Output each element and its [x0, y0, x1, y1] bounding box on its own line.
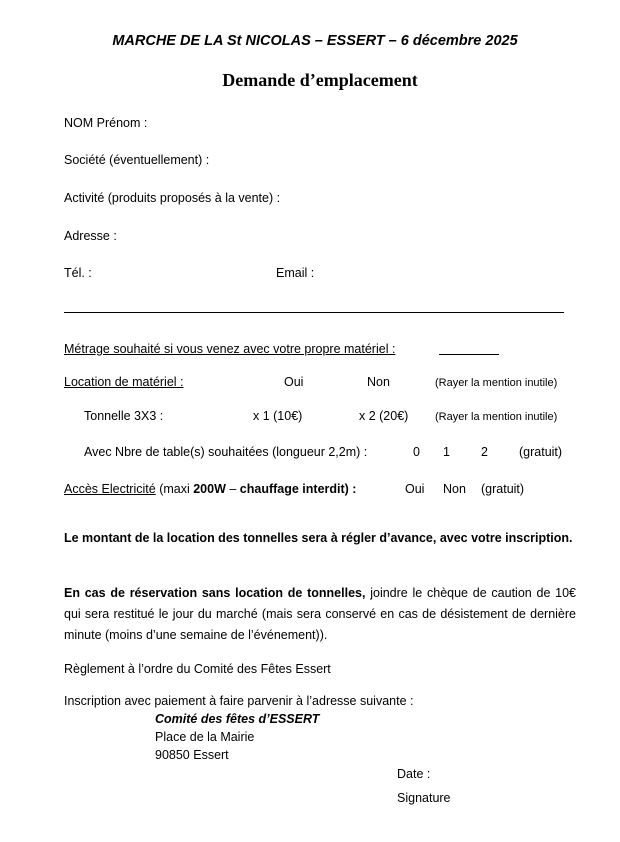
deposit-note	[64, 583, 576, 646]
length-blank-line	[439, 354, 499, 355]
tent-option-1: x 1 (10€)	[253, 409, 303, 423]
rental-no-option: Non	[367, 375, 390, 389]
address-city: 90850 Essert	[155, 748, 229, 762]
rental-strike-note: (Rayer la mention inutile)	[435, 377, 558, 389]
deposit-note-bold: En cas de réservation sans location de tonnelles,	[64, 586, 366, 600]
signature-label: Signature	[397, 791, 451, 805]
tables-option-2: 2	[481, 445, 488, 459]
rental-yes-option: Oui	[284, 375, 304, 389]
send-to-note: Inscription avec paiement à faire parvenir à l’adresse suivante :	[64, 694, 414, 708]
separator-line	[64, 312, 564, 313]
tent-label: Tonnelle 3X3 :	[84, 409, 164, 423]
tent-strike-note: (Rayer la mention inutile)	[435, 411, 558, 423]
address-org: Comité des fêtes d’ESSERT	[155, 712, 320, 726]
electricity-detail-open: (maxi	[159, 482, 194, 496]
tables-free-note: (gratuit)	[519, 445, 563, 459]
form-title: Demande d’emplacement	[222, 70, 418, 90]
address-street: Place de la Mairie	[155, 730, 255, 744]
electricity-colon: :	[348, 482, 357, 496]
electricity-no-option: Non	[443, 482, 466, 496]
name-field-label: NOM Prénom :	[64, 116, 148, 130]
electricity-power: 200W	[193, 482, 226, 496]
company-field-label: Société (éventuellement) :	[64, 153, 210, 167]
rental-label: Location de matériel :	[64, 375, 184, 389]
tent-option-2: x 2 (20€)	[359, 409, 409, 423]
electricity-yes-option: Oui	[405, 482, 425, 496]
email-field-label: Email :	[276, 266, 315, 280]
phone-field-label: Tél. :	[64, 266, 92, 280]
tables-label: Avec Nbre de table(s) souhaitées (longueur 2,2m) :	[84, 445, 368, 459]
electricity-line	[64, 482, 356, 496]
event-title: MARCHE DE LA St NICOLAS – ESSERT – 6 décembre 2025	[112, 33, 518, 49]
address-field-label: Adresse :	[64, 229, 117, 243]
tables-option-0: 0	[413, 445, 420, 459]
deposit-note-rest: joindre le chèque de caution de 10€ qui sera restitué le jour du marché (mais sera conservé en cas de désistement de dernière minute (moins d’une semaine de l’événement)).	[64, 586, 577, 642]
electricity-label: Accès Electricité	[64, 482, 156, 496]
advance-payment-note: Le montant de la location des tonnelles sera à régler d’avance, avec votre inscription.	[64, 531, 573, 545]
activity-field-label: Activité (produits proposés à la vente) :	[64, 191, 281, 205]
electricity-dash: –	[225, 482, 240, 496]
electricity-no-heating: chauffage interdit)	[239, 482, 349, 496]
tables-option-1: 1	[443, 445, 450, 459]
length-label: Métrage souhaité si vous venez avec votre propre matériel :	[64, 342, 396, 356]
date-label: Date :	[397, 767, 431, 781]
electricity-free-note: (gratuit)	[481, 482, 525, 496]
payable-to-note: Règlement à l’ordre du Comité des Fêtes Essert	[64, 662, 331, 676]
